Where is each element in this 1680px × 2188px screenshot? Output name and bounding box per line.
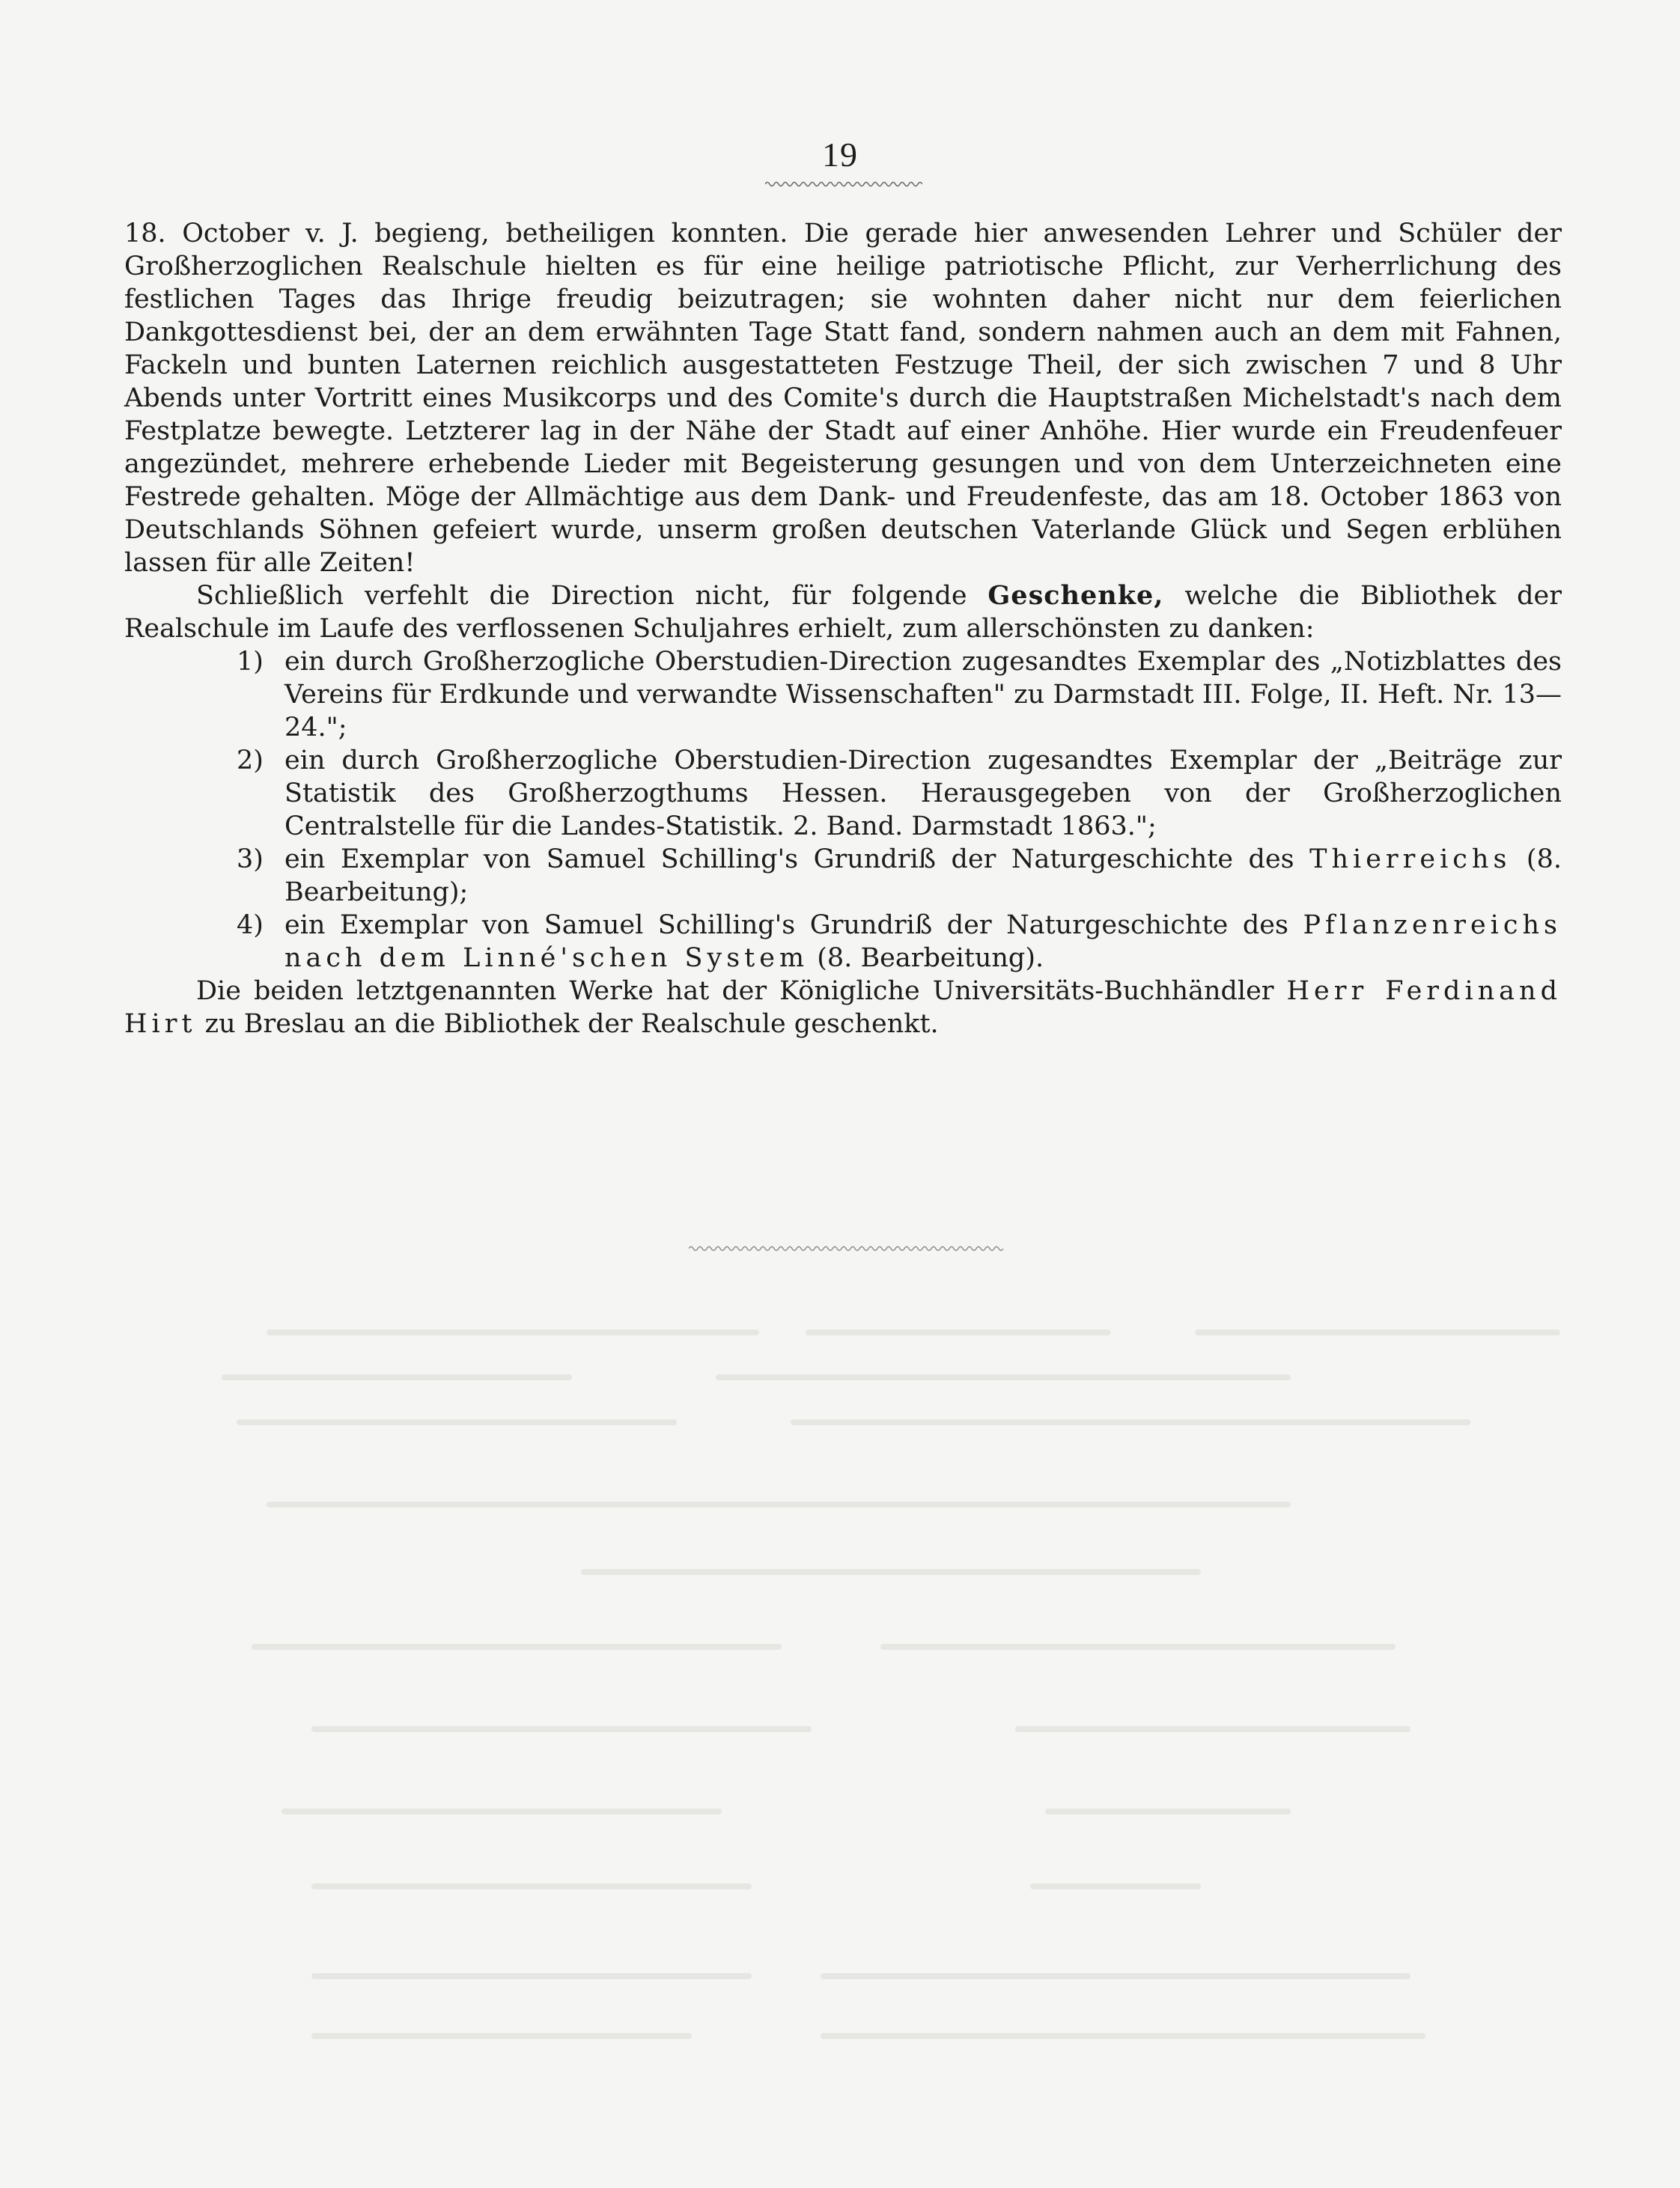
list-item-number: 4) xyxy=(237,910,264,940)
list-item-spaced-title: Pflanzenreichs nach dem Linné'schen System xyxy=(284,910,1562,973)
list-item-text-start: ein Exemplar von Samuel Schilling's Grundriß der Naturgeschichte des xyxy=(284,844,1294,874)
list-item-number: 1) xyxy=(237,647,264,677)
list-item-text-start: ein Exemplar von Samuel Schilling's Grundriß der Naturgeschichte des xyxy=(284,910,1288,940)
list-item-text-end: (8. Bearbeitung); xyxy=(284,844,1562,907)
list-item-text-end: (8. Bearbeitung). xyxy=(817,943,1044,973)
list-item-text: ein durch Großherzogliche Oberstudien-Direction zugesandtes Exemplar des „Notizblattes des Vereins für Erdkunde und verwandte Wissenschaften" zu Darmstadt III. Folge, II. Heft. Nr. 13—24."; xyxy=(284,647,1562,743)
list-item-number: 2) xyxy=(237,746,264,775)
paragraph-gifts-intro-end: welche die Bibliothek der Realschule im Laufe des verflossenen Schuljahres erhielt, zum allerschönsten zu danken: xyxy=(124,581,1562,644)
gifts-heading: Geschenke, xyxy=(987,580,1164,611)
paragraph-donor-start: Die beiden letztgenannten Werke hat der Königliche Universitäts-Buchhändler xyxy=(196,976,1274,1006)
paragraph-gifts-intro-start: Schließlich verfehlt die Direction nicht, für folgende xyxy=(196,581,967,611)
list-item-number: 3) xyxy=(237,844,264,874)
paragraph-donor-end: zu Breslau an die Bibliothek der Realschule geschenkt. xyxy=(204,1009,939,1039)
paragraph-festival: 18. October v. J. begieng, betheiligen konnten. Die gerade hier anwesenden Lehrer und Schüler der Großherzoglichen Realschule hielten es für eine heilige patriotische Pflicht, zur Verherrlichung des festlichen Tages das Ihrige freudig beizutragen; sie wohnten daher nicht nur dem feierlichen Dankgottesdienst bei, der an dem erwähnten Tage Statt fand, sondern nahmen auch an dem mit Fahnen, Fackeln und bunten Laternen reichlich ausgestatteten Festzuge Theil, der sich zwischen 7 und 8 Uhr Abends unter Vortritt eines Musikcorps und des Comite's durch die Hauptstraßen Michelstadt's nach dem Festplatze bewegte. Letzterer lag in der Nähe der Stadt auf einer Anhöhe. Hier wurde ein Freudenfeuer angezündet, mehrere erhebende Lieder mit Begeisterung gesungen und von dem Unterzeichneten eine Festrede gehalten. Möge der Allmächtige aus dem Dank- und Freudenfeste, das am 18. October 1863 von Deutschlands Söhnen gefeiert wurde, unserm großen deutschen Vaterlande Glück und Segen erblühen lassen für alle Zeiten! xyxy=(124,219,1562,578)
list-item-text: ein durch Großherzogliche Oberstudien-Direction zugesandtes Exemplar der „Beiträge zur Statistik des Großherzogthums Hessen. Herausgegeben von der Großherzoglichen Centralstelle für die Landes-Statistik. 2. Band. Darmstadt 1863."; xyxy=(284,746,1562,841)
list-item-spaced-title: Thierreichs xyxy=(1309,844,1512,874)
donor-name: Herr Ferdinand Hirt xyxy=(124,976,1562,1039)
page-number: 19 xyxy=(822,135,858,174)
